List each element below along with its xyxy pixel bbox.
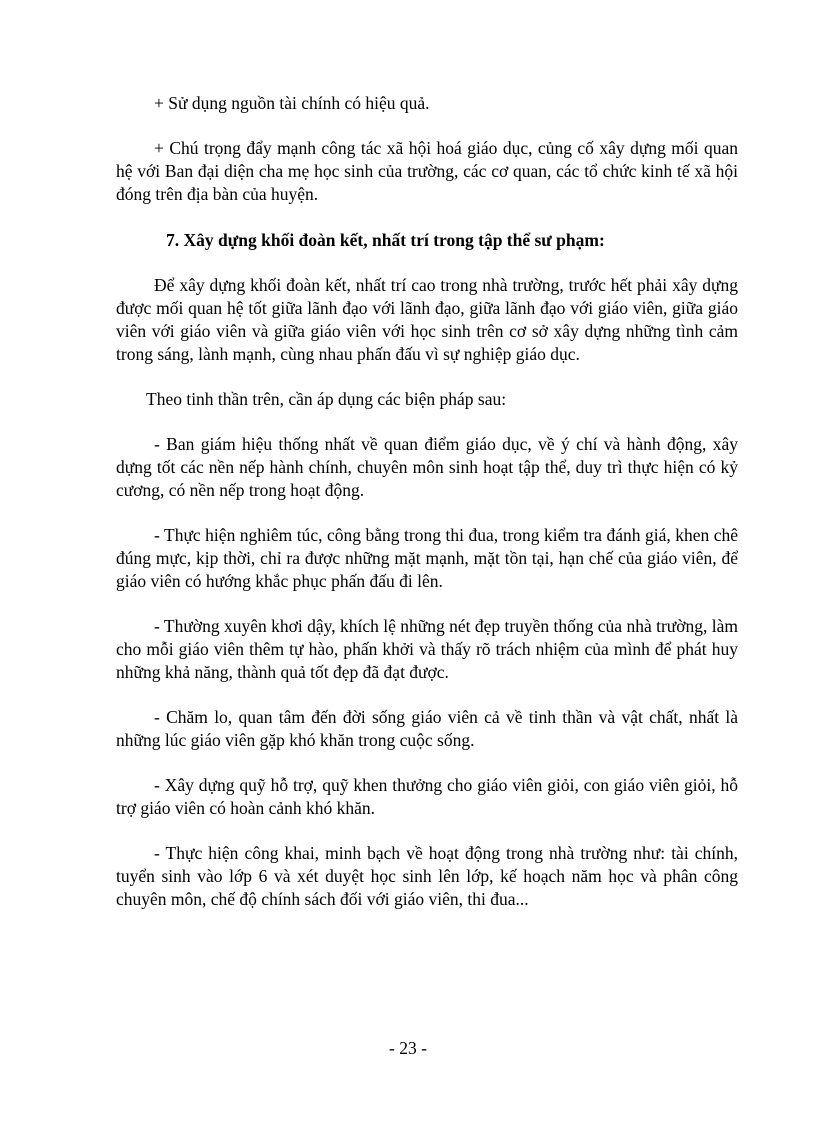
list-item-leadership: - Ban giám hiệu thống nhất về quan điểm giáo dục, về ý chí và hành động, xây dựng tốt các nền nếp hành chính, chuyên môn sinh hoạt tập thể, duy trì thực hiện có kỷ cương, có nền nếp trong hoạt động. <box>116 434 738 500</box>
section-heading-7: 7. Xây dựng khối đoàn kết, nhất trí trong tập thể sư phạm: <box>166 230 605 250</box>
paragraph-finance: + Sử dụng nguồn tài chính có hiệu quả. <box>154 93 430 113</box>
paragraph-socialization: + Chú trọng đẩy mạnh công tác xã hội hoá giáo dục, củng cố xây dựng mối quan hệ với Ban đại diện cha mẹ học sinh của trường, các cơ quan, các tổ chức kinh tế xã hội đóng trên địa bàn của huyện. <box>116 138 738 204</box>
document-body <box>116 92 738 911</box>
paragraph-measures-lead: Theo tinh thần trên, cần áp dụng các biện pháp sau: <box>146 389 507 409</box>
list-item-welfare: - Chăm lo, quan tâm đến đời sống giáo viên cả về tinh thần và vật chất, nhất là những lúc giáo viên gặp khó khăn trong cuộc sống. <box>116 707 738 750</box>
list-item-transparency: - Thực hiện công khai, minh bạch về hoạt động trong nhà trường như: tài chính, tuyển sinh vào lớp 6 và xét duyệt học sinh lên lớp, kế hoạch năm học và phân công chuyên môn, chế độ chính sách đối với giáo viên, thi đua... <box>116 843 738 909</box>
page-number: - 23 - <box>389 1038 427 1058</box>
list-item-support-fund: - Xây dựng quỹ hỗ trợ, quỹ khen thưởng cho giáo viên giỏi, con giáo viên giỏi, hỗ trợ giáo viên có hoàn cảnh khó khăn. <box>116 775 738 818</box>
list-item-tradition: - Thường xuyên khơi dậy, khích lệ những nét đẹp truyền thống của nhà trường, làm cho mỗi giáo viên thêm tự hào, phấn khởi và thấy rõ trách nhiệm của mình để phát huy những khả năng, thành quả tốt đẹp đã đạt được. <box>116 616 739 682</box>
list-item-emulation: - Thực hiện nghiêm túc, công bằng trong thi đua, trong kiểm tra đánh giá, khen chê đúng mực, kịp thời, chỉ ra được những mặt mạnh, mặt tồn tại, hạn chế của giáo viên, để giáo viên có hướng khắc phục phấn đấu đi lên. <box>116 525 738 591</box>
paragraph-unity-intro: Để xây dựng khối đoàn kết, nhất trí cao trong nhà trường, trước hết phải xây dựng được mối quan hệ tốt giữa lãnh đạo với lãnh đạo, giữa lãnh đạo với giáo viên, giữa giáo viên với giáo viên và giữa giáo viên với học sinh trên cơ sở xây dựng những tình cảm trong sáng, lành mạnh, cùng nhau phấn đấu vì sự nghiệp giáo dục. <box>116 275 738 364</box>
